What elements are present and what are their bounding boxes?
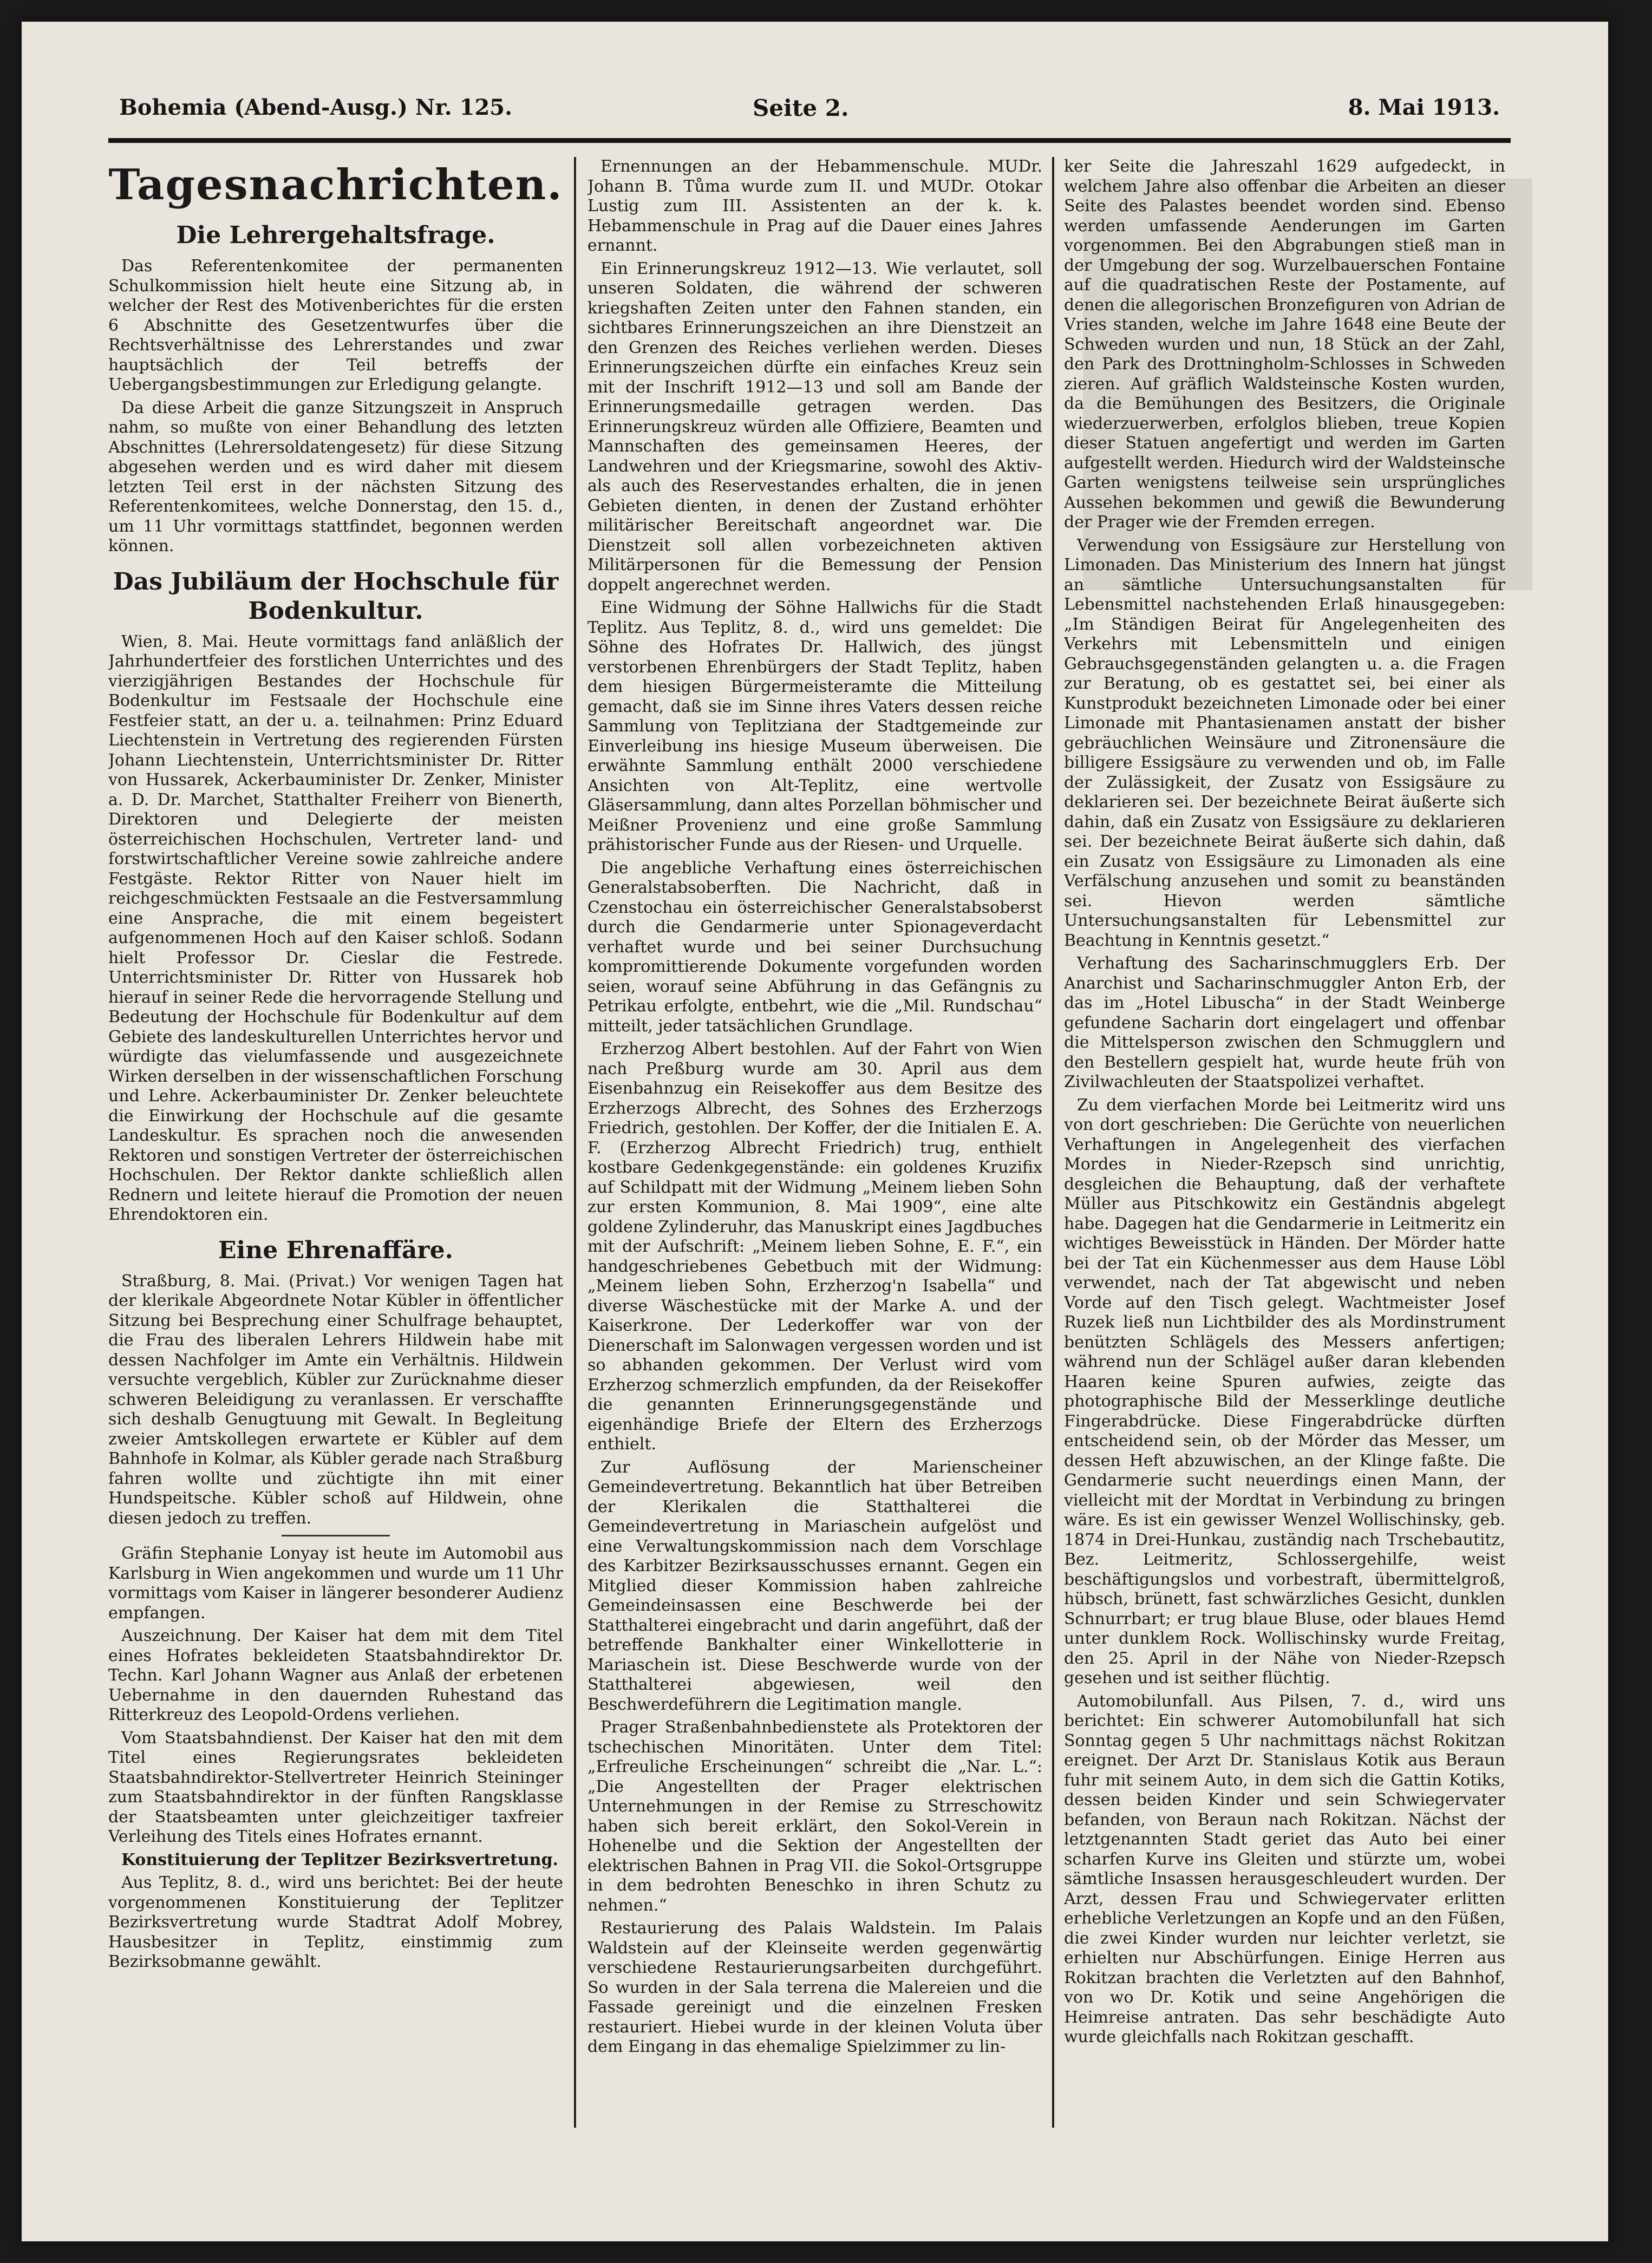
article-paragraph: Das Referentenkomitee der permanenten Schulkommission hielt heute eine Sitzung ab, in welcher der Rest des Motivenberichtes für die ersten 6 Abschnitte des Gesetzentwurfes über die Rechtsverhältnisse des Lehrerstandes und zwar hauptsächlich der Teil betreffs der Uebergangsbestimmungen zur Erledigung gelangte. (108, 257, 563, 394)
column-divider-1 (574, 157, 576, 2128)
article-title-lehrergehalt: Die Lehrergehaltsfrage. (176, 221, 495, 249)
column-divider-2 (1052, 157, 1054, 2128)
article-title-hochschule: Das Jubiläum der Hochschule für Bodenkultur. (113, 567, 559, 625)
article-paragraph: ker Seite die Jahreszahl 1629 aufgedeckt, in welchem Jahre also offenbar die Arbeiten an dieser Seite des Palastes beendet worden sind. Ebenso werden umfassende Aenderungen im Garten vorgenommen. Bei den Abgrabungen stieß man in der Umgebung der sog. Wurzelbauerschen Fontaine auf die quadratischen Reste der Postamente, auf denen die allegorischen Bronzefiguren von Adrian de Vries standen, welche im Jahre 1648 eine Beute der Schweden wurden und nun, 18 Stück an der Zahl, den Park des Drottningholm-Schlosses in Schweden zieren. Auf gräflich Waldsteinsche Kosten wurden, da die Bemühungen des Besitzers, die Originale wiederzuerwerben, erfolglos blieben, treue Kopien dieser Statuen angefertigt und werden im Garten aufgestellt werden. Hiedurch wird der Waldsteinsche Garten wenigstens teilweise sein ursprüngliches Aussehen bekommen und gewiß die Bewunderung der Prager wie der Fremden erregen. (1064, 157, 1505, 532)
page-header (108, 89, 1511, 141)
article-paragraph: Restaurierung des Palais Waldstein. Im Palais Waldstein auf der Kleinseite werden gegenwärtig verschiedene Restaurierungsarbeiten durchgeführt. So wurden in der Sala terrena die Malereien und die Fassade gereinigt und die einzelnen Fresken restauriert. Hiebei wurde in der kleinen Voluta über dem Eingang in das ehemalige Spielzimmer zu lin- (587, 1919, 1042, 2056)
header-publication: Bohemia (Abend-Ausg.) Nr. 125. (119, 95, 513, 120)
article-paragraph: Aus Teplitz, 8. d., wird uns berichtet: Bei der heute vorgenommenen Konstituierung der Teplitzer Bezirksvertretung wurde Stadtrat Adolf Mobrey, Hausbesitzer in Teplitz, einstimmig zum Bezirksobmanne gewählt. (108, 1873, 563, 1971)
article-paragraph: Eine Widmung der Söhne Hallwichs für die Stadt Teplitz. Aus Teplitz, 8. d., wird uns gemeldet: Die Söhne des Hofrates Dr. Hallwich, des jüngst verstorbenen Ehrenbürgers der Stadt Teplitz, haben dem hiesigen Bürgermeisteramte die Mitteilung gemacht, daß sie im Sinne ihres Vaters dessen reiche Sammlung von Teplitziana der Stadtgemeinde zur Einverleibung ins hiesige Museum überweisen. Die erwähnte Sammlung enthält 2000 verschiedene Ansichten von Alt-Teplitz, eine wertvolle Gläsersammlung, dann altes Porzellan böhmischer und Meißner Provenienz und eine große Sammlung prähistorischer Funde aus der Riesen- und Urquelle. (587, 598, 1042, 854)
article-paragraph: Die angebliche Verhaftung eines österreichischen Generalstabsoberften. Die Nachricht, daß in Czenstochau ein österreichischer Generalstabsoberst durch die Gendarmerie unter Spionageverdacht verhaftet wurde und bei seiner Durchsuchung kompromittierende Dokumente vorgefunden worden seien, worauf seine Abführung in das Gefängnis zu Petrikau erfolgte, entbehrt, wie die „Mil. Rundschau“ mitteilt, jeder tatsächlichen Grundlage. (587, 858, 1042, 1036)
column-1 (108, 157, 563, 2128)
header-page-number: Seite 2. (753, 95, 849, 121)
column-3 (1064, 157, 1505, 2128)
header-rule (108, 138, 1511, 143)
header-date: 8. Mai 1913. (1348, 95, 1500, 120)
article-paragraph: Gräfin Stephanie Lonyay ist heute im Automobil aus Karlsburg in Wien angekommen und wurde um 11 Uhr vormittags vom Kaiser in längerer besonderer Audienz empfangen. (108, 1544, 563, 1623)
article-paragraph: Automobilunfall. Aus Pilsen, 7. d., wird uns berichtet: Ein schwerer Automobilunfall hat sich Sonntag gegen 5 Uhr nachmittags nächst Rokitzan ereignet. Der Arzt Dr. Stanislaus Kotik aus Beraun fuhr mit seinem Auto, in dem sich die Gattin Kotiks, dessen beiden Kinder und sein Schwiegervater befanden, von Beraun nach Rokitzan. Nächst der letztgenannten Stadt geriet das Auto bei einer scharfen Kurve ins Gleiten und stürzte um, wobei sämtliche Insassen herausgeschleudert wurden. Der Arzt, dessen Frau und Schwiegervater erlitten erhebliche Verletzungen an Kopfe und an den Füßen, die zwei Kinder wurden nur leichter verletzt, sie erhielten nur Abschürfungen. Einige Herren aus Rokitzan brachten die Verletzten auf den Bahnhof, von wo Dr. Kotik und seine Angehörigen die Heimreise antraten. Das sehr beschädigte Auto wurde gleichfalls nach Rokitzan geschafft. (1064, 1691, 1505, 2046)
article-separator (282, 1535, 390, 1536)
article-paragraph: Vom Staatsbahndienst. Der Kaiser hat den mit dem Titel eines Regierungsrates bekleideten Staatsbahndirektor-Stellvertreter Heinrich Steininger zum Staatsbahndirektor in der fünften Rangsklasse der Staatsbeamten unter gleichzeitiger taxfreier Verleihung des Titels eines Hofrates ernannt. (108, 1728, 563, 1846)
article-paragraph: Straßburg, 8. Mai. (Privat.) Vor wenigen Tagen hat der klerikale Abgeordnete Notar Kübler in öffentlicher Sitzung bei Besprechung einer Schulfrage behauptet, die Frau des liberalen Lehrers Hildwein habe mit dessen Nachfolger im Amte ein Verhältnis. Hildwein versuchte vergeblich, Kübler zur Zurücknahme dieser schweren Beleidigung zu veranlassen. Er verschaffte sich deshalb Genugtuung mit Gewalt. In Begleitung zweier Amtskollegen erwartete er Kübler auf dem Bahnhofe in Kolmar, als Kübler gerade nach Straßburg fahren wollte und züchtigte ihn mit einer Hundspeitsche. Kübler schoß auf Hildwein, ohne diesen jedoch zu treffen. (108, 1271, 563, 1528)
article-paragraph: Zur Auflösung der Marienscheiner Gemeindevertretung. Bekanntlich hat über Betreiben der Klerikalen die Statthalterei die Gemeindevertretung in Mariaschein aufgelöst und eine Verwaltungskommission nach dem Vorschlage des Karbitzer Bezirksausschusses ernannt. Gegen ein Mitglied dieser Kommission haben zahlreiche Gemeindeinsassen eine Beschwerde bei der Statthalterei eingebracht und darin angeführt, daß der betreffende Bankhalter einer Winkellotterie in Mariaschein ist. Diese Beschwerde wurde von der Statthalterei abgewiesen, weil den Beschwerdeführern die Legitimation mangle. (587, 1457, 1042, 1714)
column-2 (587, 157, 1042, 2128)
article-paragraph: Ernennungen an der Hebammenschule. MUDr. Johann B. Tůma wurde zum II. und MUDr. Otokar Lustig zum III. Assistenten an der k. k. Hebammenschule in Prag auf die Dauer eines Jahres ernannt. (587, 157, 1042, 255)
article-paragraph: Zu dem vierfachen Morde bei Leitmeritz wird uns von dort geschrieben: Die Gerüchte von neuerlichen Verhaftungen in Angelegenheit des vierfachen Mordes in Nieder-Rzepsch sind unrichtig, desgleichen die Behauptung, daß der verhaftete Müller aus Pitschkowitz ein Geständnis abgelegt habe. Dagegen hat die Gendarmerie in Leitmeritz ein wichtiges Beweisstück in Händen. Der Mörder hatte bei der Tat ein Küchenmesser aus dem Hause Löbl verwendet, nach der Tat abgewischt und neben Vorde auf den Tisch gelegt. Wachtmeister Josef Ruzek ließ nun Lichtbilder des als Mordinstrument benützten Schlägels des Messers anfertigen; während nun der Schlägel außer daran klebenden Haaren keine Spuren aufwies, zeigte das photographische Bild der Messerklinge deutliche Fingerabdrücke. Diese Fingerabdrücke dürften entscheidend sein, ob der Mörder das Messer, um dessen Heft abzuwischen, an der Klinge faßte. Die Gendarmerie sucht neuerdings einen Mann, der vielleicht mit der Mordtat in Verbindung zu bringen wäre. Es ist ein gewisser Wenzel Wollischinsky, geb. 1874 in Drei-Hunkau, zuständig nach Trschebautitz, Bez. Leitmeritz, Schlossergehilfe, weist beschäftigungslos und vorbestraft, übermittelgroß, hübsch, brünett, fast schwärzliches Gesicht, dunklen Schnurrbart; er trug blaue Bluse, oder blaues Hemd unter dunklem Rock. Wollischinsky wurde Freitag, den 25. April in der Nähe von Nieder-Rzepsch gesehen und ist seither flüchtig. (1064, 1095, 1505, 1688)
article-paragraph: Prager Straßenbahnbedienstete als Protektoren der tschechischen Minoritäten. Unter dem Titel: „Erfreuliche Erscheinungen“ schreibt die „Nar. L.“: „Die Angestellten der Prager elektrischen Unternehmungen in der Remise zu Strreschowitz haben sich bereit erklärt, den Sokol-Verein in Hohenelbe und die Sektion der Angestellten der elektrischen Bahnen in Prag VII. die Sokol-Ortsgruppe in dem bedrohten Beneschko in ihren Schutz zu nehmen.“ (587, 1718, 1042, 1915)
article-paragraph: Auszeichnung. Der Kaiser hat dem mit dem Titel eines Hofrates bekleideten Staatsbahndirektor Dr. Techn. Karl Johann Wagner aus Anlaß der erbetenen Uebernahme in den dauernden Ruhestand das Ritterkreuz des Leopold-Ordens verliehen. (108, 1626, 563, 1724)
article-title-ehrenaffaere: Eine Ehrenaffäre. (218, 1236, 453, 1264)
article-paragraph: Verhaftung des Sacharinschmugglers Erb. Der Anarchist und Sacharinschmuggler Anton Erb, der das im „Hotel Libuscha“ in der Stadt Weinberge gefundene Sacharin dort eingelagert und offenbar die Mittelsperson zwischen den Schmugglern und den Bestellern gespielt hat, wurde heute früh von Zivilwachleuten der Staatspolizei verhaftet. (1064, 954, 1505, 1091)
article-paragraph: Wien, 8. Mai. Heute vormittags fand anläßlich der Jahrhundertfeier des forstlichen Unterrichtes und des vierzigjährigen Bestandes der Hochschule für Bodenkultur im Festsaale der Hochschule eine Festfeier statt, an der u. a. teilnahmen: Prinz Eduard Liechtenstein in Vertretung des regierenden Fürsten Johann Liechtenstein, Unterrichtsminister Dr. Ritter von Hussarek, Ackerbauminister Dr. Zenker, Minister a. D. Dr. Marchet, Statthalter Freiherr von Bienerth, Direktoren und Delegierte der meisten österreichischen Hochschulen, Vertreter land- und forstwirtschaftlicher Vereine sowie zahlreiche andere Festgäste. Rektor Ritter von Nauer hielt im reichgeschmückten Festsaale an die Festversammlung eine Ansprache, die mit einem begeistert aufgenommenen Hoch auf den Kaiser schloß. Sodann hielt Professor Dr. Cieslar die Festrede. Unterrichtsminister Dr. Ritter von Hussarek hob hierauf in seiner Rede die hervorragende Stellung und Bedeutung der Hochschule für Bodenkultur auf dem Gebiete des landeskulturellen Unterrichtes hervor und würdigte das vielumfassende und ausgezeichnete Wirken derselben in der wissenschaftlichen Forschung und Lehre. Ackerbauminister Dr. Zenker beleuchtete die Einwirkung der Hochschule auf die gesamte Landeskultur. Es sprachen noch die anwesenden Rektoren und sonstigen Vertreter der österreichischen Hochschulen. Der Rektor dankte schließlich allen Rednern und leitete hierauf die Promotion der neuen Ehrendoktoren ein. (108, 632, 563, 1224)
article-paragraph: Verwendung von Essigsäure zur Herstellung von Limonaden. Das Ministerium des Innern hat jüngst an sämtliche Untersuchungsanstalten für Lebensmittel nachstehenden Erlaß hinausgegeben: „Im Ständigen Beirat für Angelegenheiten des Verkehrs mit Lebensmitteln und einigen Gebrauchsgegenständen gelangten u. a. die Fragen zur Beratung, ob es gestattet sei, bei einer als Kunstprodukt bezeichneten Limonade oder bei einer Limonade mit Phantasienamen anstatt der bisher gebräuchlichen Weinsäure und Zitronensäure die billigere Essigsäure zu verwenden und ob, im Falle der Zulässigkeit, der Zusatz von Essigsäure zu deklarieren sei. Der bezeichnete Beirat äußerte sich dahin, daß ein Zusatz von Essigsäure zu deklarieren sei. Der bezeichnete Beirat äußerte sich dahin, daß ein Zusatz von Essigsäure zu Limonaden als eine Verfälschung anzusehen und somit zu beanständen sei. Hievon werden sämtliche Untersuchungsanstalten für Lebensmittel zur Beachtung in Kenntnis gesetzt.“ (1064, 535, 1505, 950)
section-title: Tagesnachrichten. (108, 160, 563, 210)
article-paragraph: Da diese Arbeit die ganze Sitzungszeit in Anspruch nahm, so mußte von einer Behandlung des letzten Abschnittes (Lehrersoldatengesetz) für diese Sitzung abgesehen werden und es wird daher mit diesem letzten Teil erst in der nächsten Sitzung des Referentenkomitees, welche Donnerstag, den 15. d., um 11 Uhr vormittags stattfindet, begonnen werden können. (108, 398, 563, 555)
article-paragraph: Ein Erinnerungskreuz 1912—13. Wie verlautet, soll unseren Soldaten, die während der schweren kriegshaften Zeiten unter den Fahnen standen, ein sichtbares Erinnerungszeichen an ihre Dienstzeit an den Grenzen des Reiches verliehen werden. Dieses Erinnerungszeichen dürfte ein einfaches Kreuz sein mit der Inschrift 1912—13 und soll am Bande der Erinnerungsmedaille getragen werden. Das Erinnerungskreuz würden alle Offiziere, Beamten und Mannschaften des gemeinsamen Heeres, der Landwehren und der Kriegsmarine, sowohl des Aktiv- als auch des Reservestandes erhalten, die in jenen Gebieten dienten, in denen der Zustand erhöhter militärischer Bereitschaft angeordnet war. Die Dienstzeit soll allen vorbezeichneten aktiven Militärpersonen für die Bemessung der Pension doppelt angerechnet werden. (587, 259, 1042, 594)
article-paragraph: Erzherzog Albert bestohlen. Auf der Fahrt von Wien nach Preßburg wurde am 30. April aus dem Eisenbahnzug ein Reisekoffer aus dem Besitze des Erzherzogs Albrecht, des Sohnes des Erzherzogs Friedrich, gestohlen. Der Koffer, der die Initialen E. A. F. (Erzherzog Albrecht Friedrich) trug, enthielt kostbare Gedenkgegenstände: ein goldenes Kruzifix auf Schildpatt mit der Widmung „Meinem lieben Sohn zur ersten Kommunion, 8. Mai 1909“, eine alte goldene Zylinderuhr, das Manuskript eines Jagdbuches mit der Aufschrift: „Meinem lieben Sohne, E. F.“, ein handgeschriebenes Gebetbuch mit der Widmung: „Meinem lieben Sohn, Erzherzog'n Isabella“ und diverse Wäschestücke mit der Marke A. und der Kaiserkrone. Der Lederkoffer war von der Dienerschaft im Salonwagen vergessen worden und ist so abhanden gekommen. Der Verlust wird vom Erzherzog schmerzlich empfunden, da der Reisekoffer die genannten Erinnerungsgegenstände und eigenhändige Briefe der Eltern des Erzherzogs enthielt. (587, 1039, 1042, 1454)
article-subheading: Konstituierung der Teplitzer Bezirksvertretung. (121, 1850, 558, 1869)
